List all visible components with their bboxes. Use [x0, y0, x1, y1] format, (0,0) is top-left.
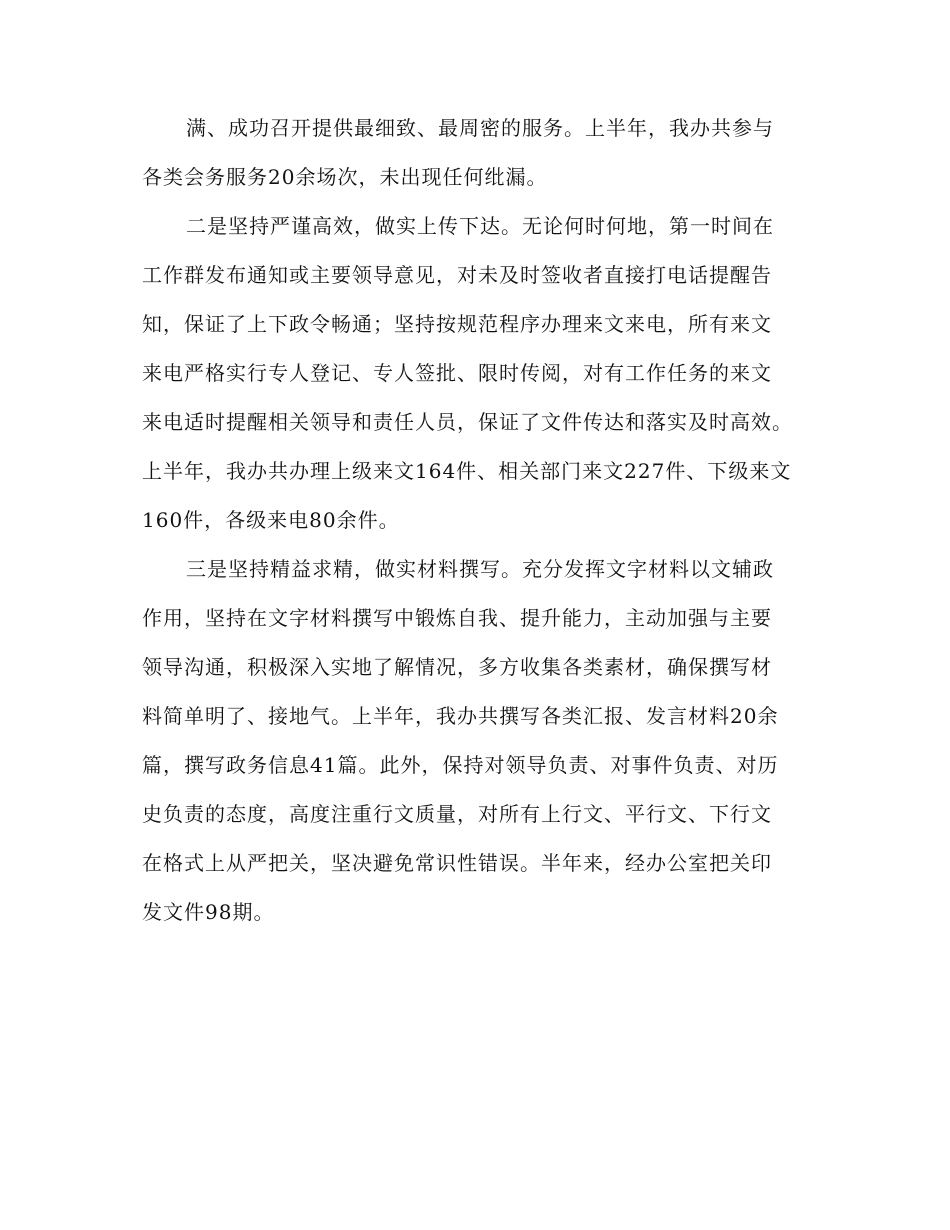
- text-line: 160件，各级来电80余件。: [142, 508, 400, 532]
- text-line: 来电适时提醒相关领导和责任人员，保证了文件传达和落实及时高效。: [142, 410, 793, 434]
- paragraph-writing: [142, 545, 810, 937]
- text-line: 知，保证了上下政令畅通；坚持按规范程序办理来文来电，所有来文: [142, 312, 772, 336]
- paragraph-communication: [142, 202, 810, 545]
- text-line: 二是坚持严谨高效，做实上传下达。无论何时何地，第一时间在: [186, 214, 774, 238]
- text-line: 发文件98期。: [142, 900, 275, 924]
- text-line: 来电严格实行专人登记、专人签批、限时传阅，对有工作任务的来文: [142, 361, 772, 385]
- paragraph-continuation: [142, 104, 810, 202]
- text-line: 工作群发布通知或主要领导意见，对未及时签收者直接打电话提醒告: [142, 263, 772, 287]
- text-line: 史负责的态度，高度注重行文质量，对所有上行文、平行文、下行文: [142, 802, 772, 826]
- text-line: 作用，坚持在文字材料撰写中锻炼自我、提升能力，主动加强与主要: [142, 606, 772, 630]
- text-line: 料简单明了、接地气。上半年，我办共撰写各类汇报、发言材料20余: [142, 704, 779, 728]
- text-line: 在格式上从严把关，坚决避免常识性错误。半年来，经办公室把关印: [142, 851, 772, 875]
- document-body: [142, 104, 810, 937]
- text-line: 篇，撰写政务信息41篇。此外，保持对领导负责、对事件负责、对历: [142, 753, 779, 777]
- text-line: 领导沟通，积极深入实地了解情况，多方收集各类素材，确保撰写材: [142, 655, 772, 679]
- text-line: 上半年，我办共办理上级来文164件、相关部门来文227件、下级来文: [142, 459, 792, 483]
- text-line: 各类会务服务20余场次，未出现任何纰漏。: [142, 165, 548, 189]
- text-line: 满、成功召开提供最细致、最周密的服务。上半年，我办共参与: [186, 116, 774, 140]
- text-line: 三是坚持精益求精，做实材料撰写。充分发挥文字材料以文辅政: [186, 557, 774, 581]
